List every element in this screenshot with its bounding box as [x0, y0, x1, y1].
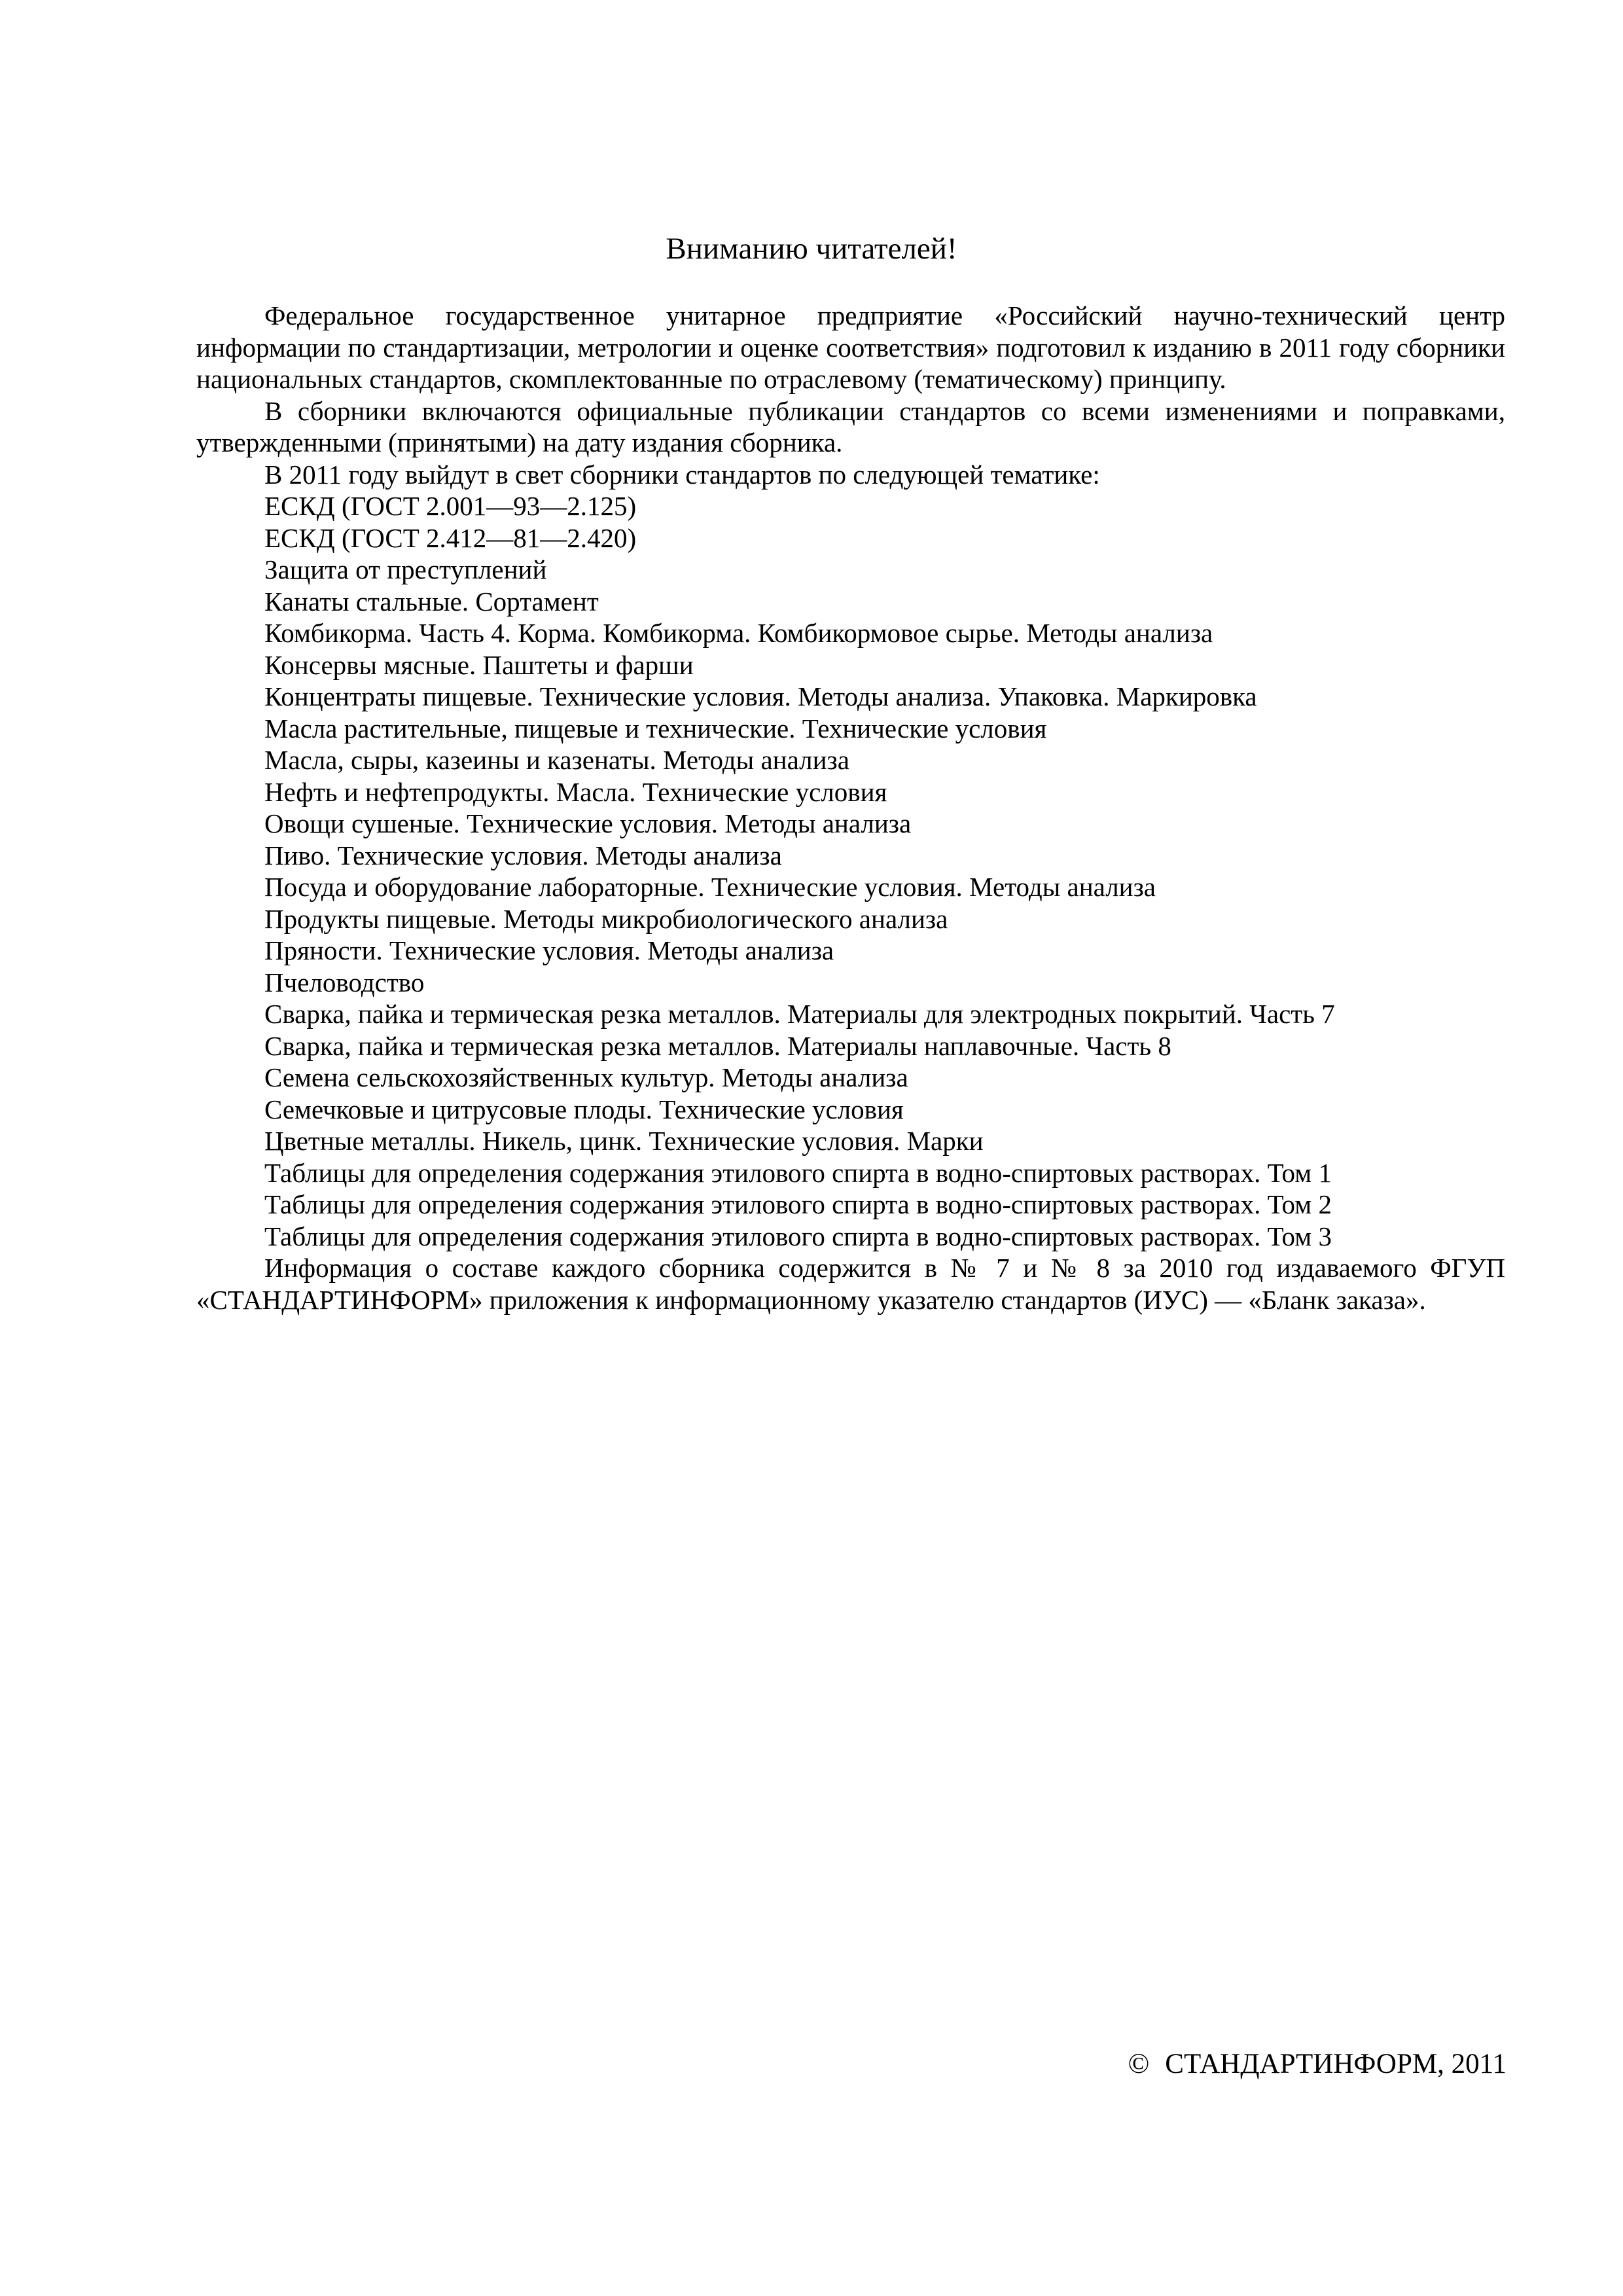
page-title: Вниманию читателей! — [666, 232, 957, 266]
list-item: Пчеловодство — [264, 967, 425, 997]
list-item: Семечковые и цитрусовые плоды. Технические условия — [264, 1094, 904, 1124]
list-item: Таблицы для определения содержания этилового спирта в водно-спиртовых растворах. Том 2 — [264, 1189, 1332, 1219]
intro-paragraph: Федеральное государственное унитарное предприятие «Российский научно-технический центр информации по стандартизации, метрологии и оценке соответствия» подготовил к изданию в 2011 году сборники национальных стандартов, скомплектованные по отраслевому (тематическому) принципу. — [196, 300, 1505, 394]
list-item: Пиво. Технические условия. Методы анализа — [264, 840, 782, 870]
list-item: ЕСКД (ГОСТ 2.001—93—2.125) — [264, 491, 637, 521]
list-item: Сварка, пайка и термическая резка металлов. Материалы для электродных покрытий. Часть 7 — [264, 999, 1335, 1029]
list-item: Канаты стальные. Сортамент — [264, 586, 599, 617]
topics-list — [196, 490, 1505, 1252]
list-item: Концентраты пищевые. Технические условия. Методы анализа. Упаковка. Маркировка — [264, 681, 1257, 711]
list-item: Консервы мясные. Паштеты и фарши — [264, 649, 694, 680]
list-item: Таблицы для определения содержания этилового спирта в водно-спиртовых растворах. Том 1 — [264, 1157, 1332, 1188]
list-item: Таблицы для определения содержания этилового спирта в водно-спиртовых растворах. Том 3 — [264, 1221, 1332, 1251]
list-item: Сварка, пайка и термическая резка металлов. Материалы наплавочные. Часть 8 — [264, 1030, 1171, 1061]
list-item: Защита от преступлений — [264, 554, 547, 584]
copyright-notice — [1128, 2047, 1507, 2081]
list-item: Масла растительные, пищевые и технические. Технические условия — [264, 713, 1047, 744]
list-item: Масла, сыры, казеины и казенаты. Методы анализа — [264, 745, 849, 775]
list-item: Продукты пищевые. Методы микробиологического анализа — [264, 903, 948, 934]
list-item: ЕСКД (ГОСТ 2.412—81—2.420) — [264, 522, 637, 553]
list-item: Комбикорма. Часть 4. Корма. Комбикорма. Комбикормовое сырье. Методы анализа — [264, 618, 1213, 648]
list-item: Нефть и нефтепродукты. Масла. Технические условия — [264, 776, 887, 807]
list-item: Овощи сушеные. Технические условия. Методы анализа — [264, 808, 912, 838]
list-item: Посуда и оборудование лабораторные. Технические условия. Методы анализа — [264, 872, 1156, 902]
list-item: Семена сельскохозяйственных культур. Методы анализа — [264, 1062, 908, 1092]
closing-paragraph: Информация о составе каждого сборника содержится в № 7 и № 8 за 2010 год издаваемого ФГУП «СТАНДАРТИНФОРМ» приложения к информационному указателю стандартов (ИУС) — «Бланк заказа». — [196, 1253, 1505, 1315]
list-item: Цветные металлы. Никель, цинк. Технические условия. Марки — [264, 1126, 984, 1156]
list-item: Пряности. Технические условия. Методы анализа — [264, 935, 834, 965]
copyright-text: СТАНДАРТИНФОРМ, 2011 — [1165, 2049, 1507, 2079]
topics-intro-paragraph: В 2011 году выйдут в свет сборники стандартов по следующей тематике: — [264, 459, 1100, 490]
contents-paragraph: В сборники включаются официальные публикации стандартов со всеми изменениями и поправками, утвержденными (принятыми) на дату издания сборника. — [196, 395, 1505, 457]
copyright-sign: © — [1128, 2049, 1150, 2079]
document-body — [196, 300, 1505, 1316]
